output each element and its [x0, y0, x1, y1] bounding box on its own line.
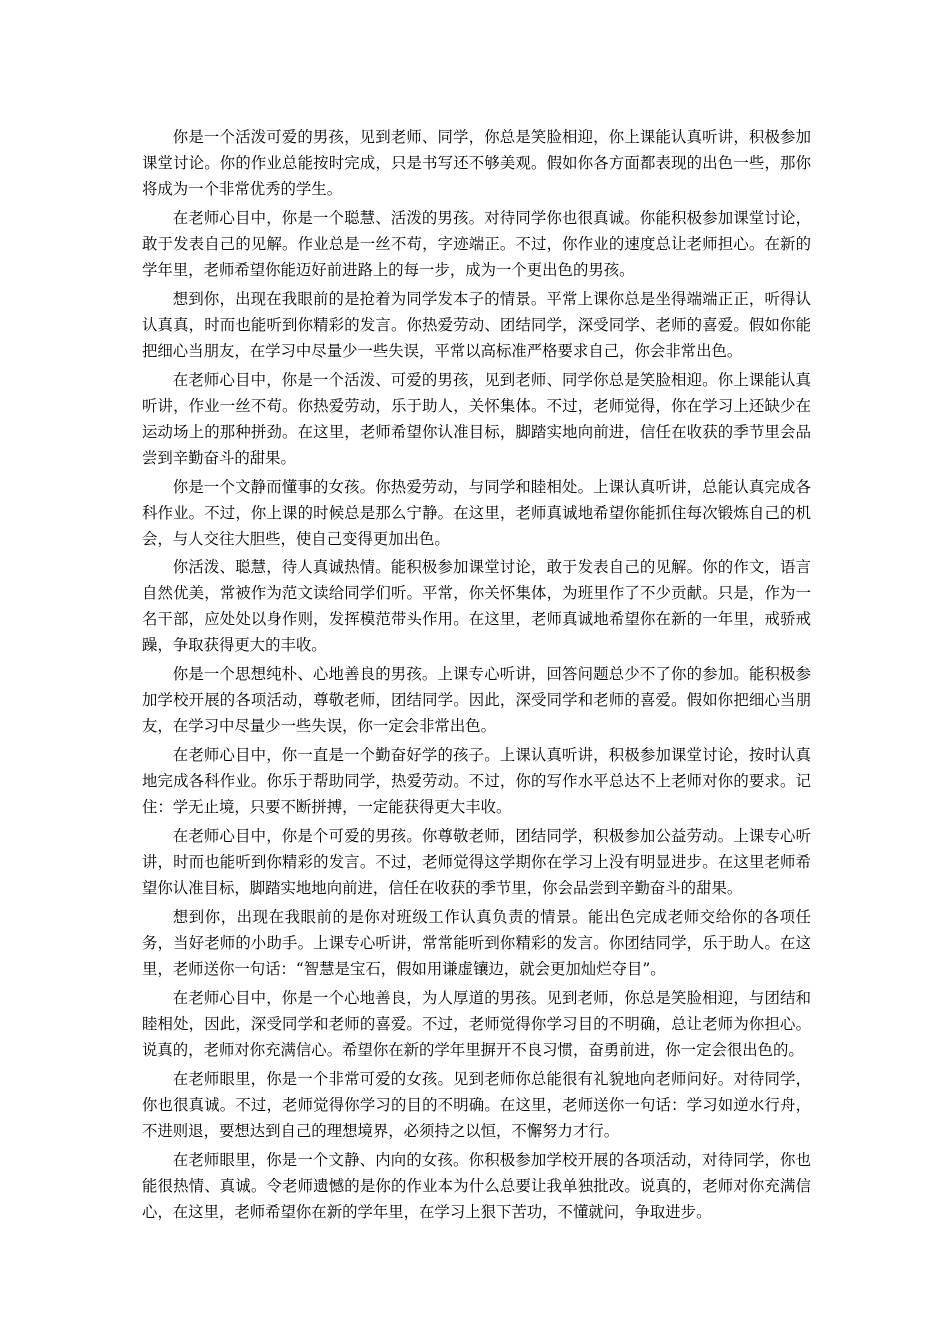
paragraph-5: 你是一个文静而懂事的女孩。你热爱劳动，与同学和睦相处。上课认真听讲，总能认真完成各科作业。不过，你上课的时候总是那么宁静。在这里，老师真诚地希望你能抓住每次锻炼自己的机会，与人交往大胆些，使自己变得更加出色。	[142, 477, 811, 548]
paragraph-10: 想到你，出现在我眼前的是你对班级工作认真负责的情景。能出色完成老师交给你的各项任务，当好老师的小助手。上课专心听讲，常常能听到你精彩的发言。你团结同学，乐于助人。在这里，老师送你一句话：“智慧是宝石，假如用谦虚镶边，就会更加灿烂夺目”。	[142, 908, 811, 979]
paragraph-13: 在老师眼里，你是一个文静、内向的女孩。你积极参加学校开展的各项活动，对待同学，你也能很热情、真诚。令老师遗憾的是你的作业本为什么总要让我单独批改。说真的，老师对你充满信心，在这里，老师希望你在新的学年里，在学习上狠下苦功，不懂就问，争取进步。	[142, 1150, 811, 1221]
paragraph-7: 你是一个思想纯朴、心地善良的男孩。上课专心听讲，回答问题总少不了你的参加。能积极参加学校开展的各项活动，尊敬老师，团结同学。因此，深受同学和老师的喜爱。假如你把细心当朋友，在学习中尽量少一些失误，你一定会非常出色。	[142, 665, 811, 736]
paragraph-11: 在老师心目中，你是一个心地善良，为人厚道的男孩。见到老师，你总是笑脸相迎，与团结和睦相处，因此，深受同学和老师的喜爱。不过，老师觉得你学习目的不明确，总让老师为你担心。说真的，老师对你充满信心。希望你在新的学年里摒开不良习惯，奋勇前进，你一定会很出色的。	[142, 988, 811, 1059]
paragraph-3: 想到你，出现在我眼前的是抢着为同学发本子的情景。平常上课你总是坐得端端正正，听得认认真真，时而也能听到你精彩的发言。你热爱劳动、团结同学，深受同学、老师的喜爱。假如你能把细心当朋友，在学习中尽量少一些失误，平常以高标准严格要求自己，你会非常出色。	[142, 289, 811, 360]
paragraph-8: 在老师心目中，你一直是一个勤奋好学的孩子。上课认真听讲，积极参加课堂讨论，按时认真地完成各科作业。你乐于帮助同学，热爱劳动。不过，你的写作水平总达不上老师对你的要求。记住：学无止境，只要不断拼搏，一定能获得更大丰收。	[142, 746, 811, 817]
paragraph-12: 在老师眼里，你是一个非常可爱的女孩。见到老师你总能很有礼貌地向老师问好。对待同学，你也很真诚。不过，老师觉得你学习的目的不明确。在这里，老师送你一句话：学习如逆水行舟，不进则退，要想达到自己的理想境界，必须持之以恒，不懈努力才行。	[142, 1069, 811, 1140]
paragraph-4: 在老师心目中，你是一个活泼、可爱的男孩，见到老师、同学你总是笑脸相迎。你上课能认真听讲，作业一丝不苟。你热爱劳动，乐于助人，关怀集体。不过，老师觉得，你在学习上还缺少在运动场上的那种拼劲。在这里，老师希望你认准目标，脚踏实地向前进，信任在收获的季节里会品尝到辛勤奋斗的甜果。	[142, 370, 811, 467]
document-body	[142, 124, 811, 1228]
paragraph-6: 你活泼、聪慧，待人真诚热情。能积极参加课堂讨论，敢于发表自己的见解。你的作文，语言自然优美，常被作为范文读给同学们听。平常，你关怀集体，为班里作了不少贡献。只是，作为一名干部，应处处以身作则，发挥模范带头作用。在这里，老师真诚地希望你在新的一年里，戒骄戒躁，争取获得更大的丰收。	[142, 558, 811, 655]
paragraph-2: 在老师心目中，你是一个聪慧、活泼的男孩。对待同学你也很真诚。你能积极参加课堂讨论，敢于发表自己的见解。作业总是一丝不苟，字迹端正。不过，你作业的速度总让老师担心。在新的学年里，老师希望你能迈好前进路上的每一步，成为一个更出色的男孩。	[142, 208, 811, 279]
paragraph-9: 在老师心目中，你是个可爱的男孩。你尊敬老师，团结同学，积极参加公益劳动。上课专心听讲，时而也能听到你精彩的发言。不过，老师觉得这学期你在学习上没有明显进步。在这里老师希望你认准目标，脚踏实地地向前进，信任在收获的季节里，你会品尝到辛勤奋斗的甜果。	[142, 827, 811, 898]
paragraph-1: 你是一个活泼可爱的男孩，见到老师、同学，你总是笑脸相迎，你上课能认真听讲，积极参加课堂讨论。你的作业总能按时完成，只是书写还不够美观。假如你各方面都表现的出色一些，那你将成为一个非常优秀的学生。	[142, 128, 811, 198]
